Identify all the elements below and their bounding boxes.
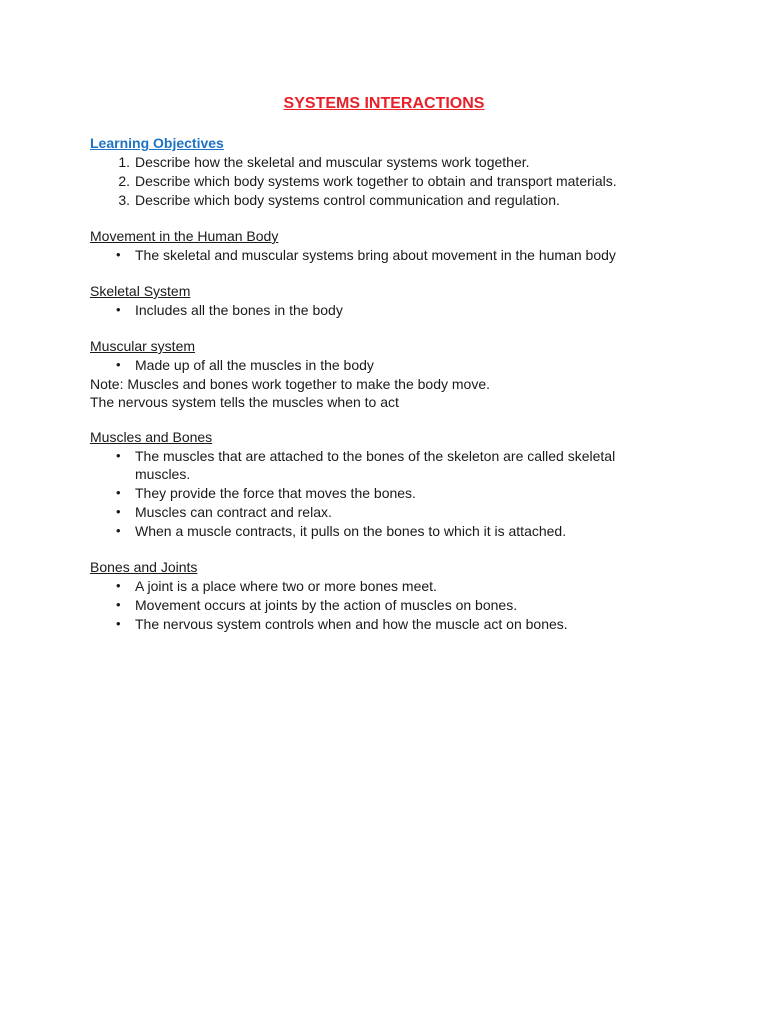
- list-item: [90, 484, 655, 502]
- muscles-bones-list: [90, 447, 730, 540]
- section-heading-muscles-bones: Muscles and Bones: [90, 429, 213, 445]
- list-item-text: The muscles that are attached to the bones of the skeleton are called skeletal muscles.: [135, 448, 616, 482]
- list-item-text: Muscles can contract and relax.: [135, 504, 332, 520]
- list-item: [90, 153, 730, 171]
- list-number: 3.: [118, 192, 130, 208]
- learning-objectives-heading: Learning Objectives: [90, 135, 224, 151]
- list-item: [90, 577, 730, 595]
- list-item-text: Movement occurs at joints by the action of muscles on bones.: [135, 597, 518, 613]
- document-body: [90, 134, 730, 634]
- bullet-icon: •: [116, 302, 121, 317]
- list-item-text: They provide the force that moves the bones.: [135, 485, 416, 501]
- list-item: [90, 191, 730, 209]
- bullet-icon: •: [116, 523, 121, 538]
- list-number: 2.: [118, 173, 130, 189]
- list-item-text: Describe which body systems control communication and regulation.: [135, 192, 560, 208]
- bullet-icon: •: [116, 504, 121, 519]
- list-item: [90, 503, 655, 521]
- list-item: [90, 246, 730, 264]
- bullet-icon: •: [116, 448, 121, 463]
- list-item-text: Describe which body systems work together to obtain and transport materials.: [135, 173, 617, 189]
- section-heading-bones-joints: Bones and Joints: [90, 559, 198, 575]
- list-item: [90, 596, 730, 614]
- note-text: Note: Muscles and bones work together to make the body move.: [90, 376, 490, 392]
- list-item-text: Includes all the bones in the body: [135, 302, 343, 318]
- bullet-icon: •: [116, 616, 121, 631]
- list-item: [90, 356, 730, 374]
- list-item: [90, 301, 730, 319]
- learning-objectives-list: [90, 153, 730, 209]
- list-number: 1.: [118, 154, 130, 170]
- list-item-text: The skeletal and muscular systems bring about movement in the human body: [135, 247, 616, 263]
- nervous-system-text: The nervous system tells the muscles when to act: [90, 394, 399, 410]
- bullet-icon: •: [116, 485, 121, 500]
- list-item: [90, 615, 730, 633]
- list-item-text: Made up of all the muscles in the body: [135, 357, 374, 373]
- bullet-icon: •: [116, 357, 121, 372]
- bullet-icon: •: [116, 578, 121, 593]
- document-title: SYSTEMS INTERACTIONS: [283, 95, 485, 112]
- bullet-icon: •: [116, 597, 121, 612]
- list-item: [90, 522, 655, 540]
- list-item: [90, 447, 655, 483]
- section-heading-muscular: Muscular system: [90, 338, 196, 354]
- list-item-text: When a muscle contracts, it pulls on the bones to which it is attached.: [135, 523, 567, 539]
- bullet-icon: •: [116, 247, 121, 262]
- list-item-text: The nervous system controls when and how the muscle act on bones.: [135, 616, 568, 632]
- skeletal-list: [90, 301, 730, 319]
- bones-joints-list: [90, 577, 730, 633]
- section-heading-skeletal: Skeletal System: [90, 283, 191, 299]
- list-item-text: Describe how the skeletal and muscular systems work together.: [135, 154, 530, 170]
- muscular-list: [90, 356, 730, 374]
- list-item: [90, 172, 730, 190]
- section-heading-movement: Movement in the Human Body: [90, 228, 279, 244]
- movement-list: [90, 246, 730, 264]
- list-item-text: A joint is a place where two or more bones meet.: [135, 578, 437, 594]
